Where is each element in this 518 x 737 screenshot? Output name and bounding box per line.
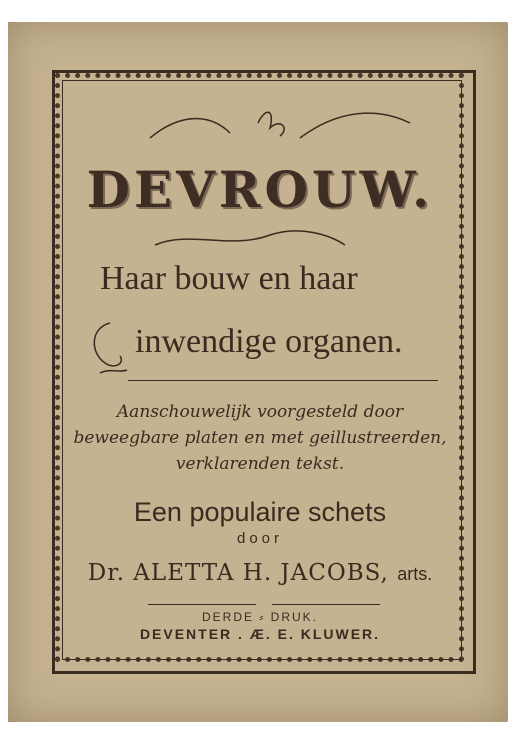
flourish-under-title-icon	[150, 225, 350, 255]
edition-label: DERDE ⸗ DRUK.	[201, 610, 318, 624]
author-name: Dr. ALETTA H. JACOBS,	[87, 560, 389, 586]
subtitle-line-1: Haar bouw en haar	[100, 260, 358, 297]
divider-rule	[128, 380, 438, 381]
description-line-1: Aanschouwelijk voorgesteld door	[116, 402, 404, 422]
flourish-top-icon	[140, 108, 430, 168]
author-line	[70, 560, 450, 586]
subtitle-line-2: inwendige organen.	[135, 323, 403, 360]
publisher-label: DEVENTER . Æ. E. KLUWER.	[139, 626, 381, 642]
description-line-3: verklarenden tekst.	[175, 454, 345, 474]
popular-sketch-heading: Een populaire schets	[133, 497, 387, 527]
edition-rule-right	[272, 604, 380, 605]
book-title: DEVROUW.	[86, 160, 434, 219]
edition-rule-left	[148, 604, 256, 605]
description-line-2: beweegbare platen en met geillustreerden,	[73, 428, 447, 448]
author-title: arts.	[397, 564, 433, 584]
by-label: door	[236, 530, 284, 547]
flourish-left-icon	[85, 318, 130, 378]
